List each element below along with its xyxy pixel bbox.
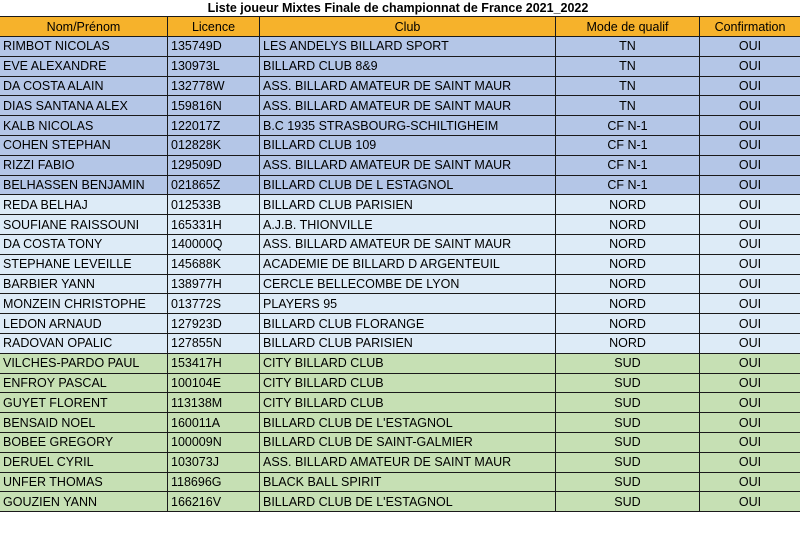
cell-licence[interactable]: 160011A [168, 413, 260, 433]
cell-club[interactable]: BILLARD CLUB DE L'ESTAGNOL [260, 413, 556, 433]
cell-confirmation[interactable]: OUI [700, 333, 800, 353]
table-row [0, 155, 800, 175]
table-row [0, 274, 800, 294]
cell-licence[interactable]: 021865Z [168, 175, 260, 195]
cell-confirmation[interactable]: OUI [700, 492, 800, 512]
cell-club[interactable]: ASS. BILLARD AMATEUR DE SAINT MAUR [260, 96, 556, 116]
players-table [0, 16, 800, 512]
table-row [0, 294, 800, 314]
cell-name[interactable]: RADOVAN OPALIC [0, 333, 168, 353]
cell-mode[interactable]: CF N-1 [556, 175, 700, 195]
cell-licence[interactable]: 132778W [168, 76, 260, 96]
cell-mode[interactable]: SUD [556, 432, 700, 452]
cell-mode[interactable]: CF N-1 [556, 116, 700, 136]
cell-confirmation[interactable]: OUI [700, 353, 800, 373]
cell-club[interactable]: PLAYERS 95 [260, 294, 556, 314]
cell-name[interactable]: REDA BELHAJ [0, 195, 168, 215]
cell-name[interactable]: RIMBOT NICOLAS [0, 37, 168, 57]
cell-club[interactable]: CERCLE BELLECOMBE DE LYON [260, 274, 556, 294]
table-row [0, 37, 800, 57]
cell-club[interactable]: BILLARD CLUB PARISIEN [260, 333, 556, 353]
cell-confirmation[interactable]: OUI [700, 76, 800, 96]
cell-licence[interactable]: 127855N [168, 333, 260, 353]
table-row [0, 492, 800, 512]
cell-mode[interactable]: TN [556, 96, 700, 116]
cell-licence[interactable]: 100104E [168, 373, 260, 393]
cell-confirmation[interactable]: OUI [700, 432, 800, 452]
cell-confirmation[interactable]: OUI [700, 472, 800, 492]
cell-name[interactable]: GOUZIEN YANN [0, 492, 168, 512]
cell-mode[interactable]: SUD [556, 492, 700, 512]
cell-licence[interactable]: 127923D [168, 314, 260, 334]
table-row [0, 96, 800, 116]
cell-name[interactable]: EVE ALEXANDRE [0, 56, 168, 76]
table-row [0, 413, 800, 433]
table-row [0, 215, 800, 235]
table-row [0, 472, 800, 492]
header-name[interactable]: Nom/Prénom [0, 17, 168, 37]
cell-name[interactable]: LEDON ARNAUD [0, 314, 168, 334]
cell-name[interactable]: DIAS SANTANA ALEX [0, 96, 168, 116]
cell-name[interactable]: BOBEE GREGORY [0, 432, 168, 452]
header-licence[interactable]: Licence [168, 17, 260, 37]
cell-confirmation[interactable]: OUI [700, 56, 800, 76]
cell-club[interactable]: ASS. BILLARD AMATEUR DE SAINT MAUR [260, 76, 556, 96]
cell-club[interactable]: ASS. BILLARD AMATEUR DE SAINT MAUR [260, 234, 556, 254]
cell-name[interactable]: RIZZI FABIO [0, 155, 168, 175]
table-row [0, 393, 800, 413]
cell-club[interactable]: BLACK BALL SPIRIT [260, 472, 556, 492]
cell-licence[interactable]: 013772S [168, 294, 260, 314]
header-confirmation[interactable]: Confirmation [700, 17, 800, 37]
cell-confirmation[interactable]: OUI [700, 413, 800, 433]
cell-mode[interactable]: SUD [556, 413, 700, 433]
cell-confirmation[interactable]: OUI [700, 373, 800, 393]
header-row [0, 17, 800, 37]
cell-mode[interactable]: NORD [556, 294, 700, 314]
cell-mode[interactable]: SUD [556, 452, 700, 472]
cell-licence[interactable]: 122017Z [168, 116, 260, 136]
cell-mode[interactable]: NORD [556, 195, 700, 215]
cell-club[interactable]: BILLARD CLUB 8&9 [260, 56, 556, 76]
cell-club[interactable]: BILLARD CLUB PARISIEN [260, 195, 556, 215]
cell-mode[interactable]: SUD [556, 393, 700, 413]
cell-confirmation[interactable]: OUI [700, 234, 800, 254]
cell-confirmation[interactable]: OUI [700, 116, 800, 136]
cell-name[interactable]: STEPHANE LEVEILLE [0, 254, 168, 274]
cell-club[interactable]: CITY BILLARD CLUB [260, 373, 556, 393]
cell-club[interactable]: LES ANDELYS BILLARD SPORT [260, 37, 556, 57]
cell-club[interactable]: BILLARD CLUB DE L ESTAGNOL [260, 175, 556, 195]
cell-mode[interactable]: NORD [556, 333, 700, 353]
cell-mode[interactable]: NORD [556, 215, 700, 235]
cell-club[interactable]: A.J.B. THIONVILLE [260, 215, 556, 235]
cell-confirmation[interactable]: OUI [700, 274, 800, 294]
cell-name[interactable]: DERUEL CYRIL [0, 452, 168, 472]
cell-confirmation[interactable]: OUI [700, 393, 800, 413]
cell-club[interactable]: CITY BILLARD CLUB [260, 353, 556, 373]
cell-name[interactable]: BENSAID NOEL [0, 413, 168, 433]
table-row [0, 175, 800, 195]
cell-club[interactable]: ASS. BILLARD AMATEUR DE SAINT MAUR [260, 155, 556, 175]
header-club[interactable]: Club [260, 17, 556, 37]
cell-club[interactable]: CITY BILLARD CLUB [260, 393, 556, 413]
cell-name[interactable]: VILCHES-PARDO PAUL [0, 353, 168, 373]
cell-mode[interactable]: SUD [556, 353, 700, 373]
table-row [0, 353, 800, 373]
table-row [0, 432, 800, 452]
cell-licence[interactable]: 145688K [168, 254, 260, 274]
cell-confirmation[interactable]: OUI [700, 314, 800, 334]
cell-club[interactable]: BILLARD CLUB FLORANGE [260, 314, 556, 334]
header-mode[interactable]: Mode de qualif [556, 17, 700, 37]
table-row [0, 135, 800, 155]
cell-licence[interactable]: 138977H [168, 274, 260, 294]
table-row [0, 116, 800, 136]
cell-club[interactable]: ACADEMIE DE BILLARD D ARGENTEUIL [260, 254, 556, 274]
table-row [0, 254, 800, 274]
cell-mode[interactable]: SUD [556, 472, 700, 492]
cell-licence[interactable]: 130973L [168, 56, 260, 76]
cell-name[interactable]: SOUFIANE RAISSOUNI [0, 215, 168, 235]
cell-licence[interactable]: 118696G [168, 472, 260, 492]
cell-licence[interactable]: 100009N [168, 432, 260, 452]
cell-licence[interactable]: 159816N [168, 96, 260, 116]
cell-licence[interactable]: 153417H [168, 353, 260, 373]
cell-name[interactable]: DA COSTA ALAIN [0, 76, 168, 96]
cell-mode[interactable]: TN [556, 56, 700, 76]
cell-mode[interactable]: NORD [556, 314, 700, 334]
cell-confirmation[interactable]: OUI [700, 37, 800, 57]
cell-mode[interactable]: TN [556, 37, 700, 57]
cell-mode[interactable]: CF N-1 [556, 135, 700, 155]
cell-confirmation[interactable]: OUI [700, 175, 800, 195]
cell-name[interactable]: BARBIER YANN [0, 274, 168, 294]
cell-licence[interactable]: 165331H [168, 215, 260, 235]
table-row [0, 234, 800, 254]
cell-name[interactable]: GUYET FLORENT [0, 393, 168, 413]
cell-licence[interactable]: 129509D [168, 155, 260, 175]
cell-licence[interactable]: 135749D [168, 37, 260, 57]
cell-licence[interactable]: 103073J [168, 452, 260, 472]
table-row [0, 452, 800, 472]
cell-mode[interactable]: CF N-1 [556, 155, 700, 175]
cell-name[interactable]: COHEN STEPHAN [0, 135, 168, 155]
cell-club[interactable]: BILLARD CLUB DE L'ESTAGNOL [260, 492, 556, 512]
cell-mode[interactable]: NORD [556, 254, 700, 274]
cell-name[interactable]: MONZEIN CHRISTOPHE [0, 294, 168, 314]
cell-mode[interactable]: TN [556, 76, 700, 96]
sheet-title: Liste joueur Mixtes Finale de championnat de France 2021_2022 [207, 1, 589, 15]
cell-confirmation[interactable]: OUI [700, 215, 800, 235]
cell-licence[interactable]: 166216V [168, 492, 260, 512]
table-row [0, 76, 800, 96]
cell-confirmation[interactable]: OUI [700, 254, 800, 274]
cell-name[interactable]: KALB NICOLAS [0, 116, 168, 136]
cell-club[interactable]: B.C 1935 STRASBOURG-SCHILTIGHEIM [260, 116, 556, 136]
cell-licence[interactable]: 113138M [168, 393, 260, 413]
cell-confirmation[interactable]: OUI [700, 96, 800, 116]
cell-licence[interactable]: 012533B [168, 195, 260, 215]
cell-club[interactable]: BILLARD CLUB DE SAINT-GALMIER [260, 432, 556, 452]
table-row [0, 333, 800, 353]
cell-mode[interactable]: NORD [556, 234, 700, 254]
table-row [0, 373, 800, 393]
cell-confirmation[interactable]: OUI [700, 294, 800, 314]
cell-mode[interactable]: NORD [556, 274, 700, 294]
cell-confirmation[interactable]: OUI [700, 135, 800, 155]
table-row [0, 314, 800, 334]
cell-name[interactable]: UNFER THOMAS [0, 472, 168, 492]
cell-mode[interactable]: SUD [556, 373, 700, 393]
cell-licence[interactable]: 012828K [168, 135, 260, 155]
cell-confirmation[interactable]: OUI [700, 195, 800, 215]
table-body [0, 37, 800, 512]
table-row [0, 56, 800, 76]
table-row [0, 195, 800, 215]
cell-confirmation[interactable]: OUI [700, 155, 800, 175]
cell-confirmation[interactable]: OUI [700, 452, 800, 472]
cell-club[interactable]: ASS. BILLARD AMATEUR DE SAINT MAUR [260, 452, 556, 472]
cell-licence[interactable]: 140000Q [168, 234, 260, 254]
cell-club[interactable]: BILLARD CLUB 109 [260, 135, 556, 155]
cell-name[interactable]: BELHASSEN BENJAMIN [0, 175, 168, 195]
cell-name[interactable]: ENFROY PASCAL [0, 373, 168, 393]
cell-name[interactable]: DA COSTA TONY [0, 234, 168, 254]
